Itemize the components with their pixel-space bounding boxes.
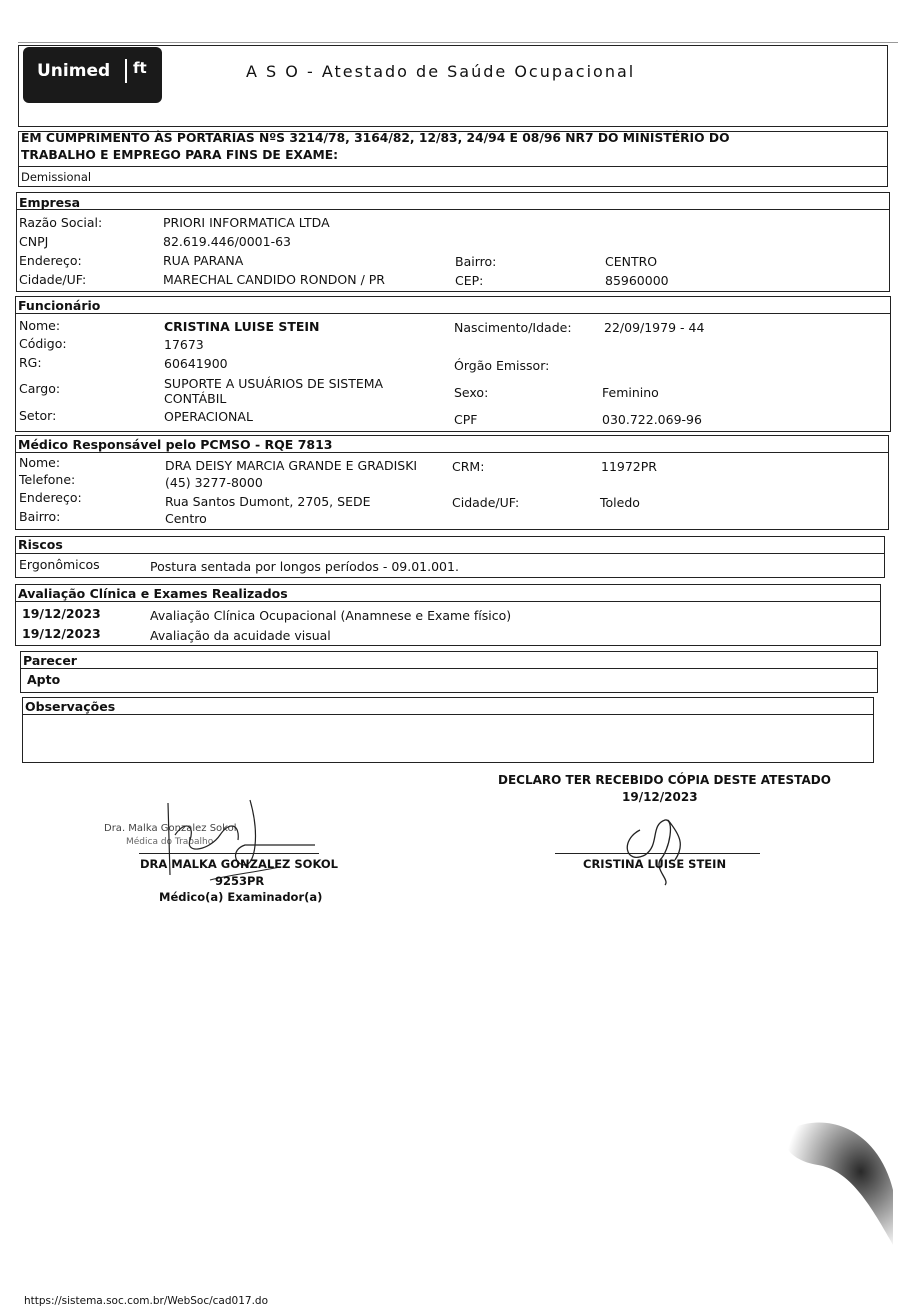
bairro-value: CENTRO (605, 254, 658, 269)
unimed-logo (23, 47, 162, 103)
razao-value: PRIORI INFORMATICA LTDA (163, 215, 330, 230)
employee-signer-name: CRISTINA LUISE STEIN (583, 857, 727, 871)
observacoes-box (22, 697, 874, 763)
telefone-value: (45) 3277-8000 (165, 475, 263, 490)
rg-value: 60641900 (164, 356, 228, 371)
medico-endereco-value: Rua Santos Dumont, 2705, SEDE (165, 494, 371, 509)
telefone-label: Telefone: (19, 472, 76, 487)
codigo-value: 17673 (164, 337, 204, 352)
medico-endereco-label: Endereço: (19, 490, 82, 505)
empresa-divider (16, 209, 890, 210)
employee-signature (600, 790, 720, 890)
cnpj-value: 82.619.446/0001-63 (163, 234, 292, 249)
sexo-value: Feminino (602, 385, 659, 400)
parecer-divider (20, 668, 878, 669)
cpf-value: 030.722.069-96 (602, 412, 702, 427)
footer-url: https://sistema.soc.com.br/WebSoc/cad017.do (24, 1295, 268, 1307)
crm-value: 11972PR (601, 459, 657, 474)
examiner-role: Médico(a) Examinador(a) (159, 890, 323, 904)
cidade-value: MARECHAL CANDIDO RONDON / PR (163, 272, 385, 287)
nasc-label: Nascimento/Idade: (454, 320, 572, 335)
riscos-title: Riscos (18, 537, 63, 552)
examiner-crm: 9253PR (215, 874, 265, 888)
endereco-value: RUA PARANA (163, 253, 244, 268)
funcionario-title: Funcionário (18, 298, 101, 313)
codigo-label: Código: (19, 336, 67, 351)
compliance-line-1: EM CUMPRIMENTO ÀS PORTARIAS NºS 3214/78, 3164/82, 12/83, 24/94 E 08/96 NR7 DO MINISTÉRIO DO (21, 131, 730, 145)
logo-mark-icon (125, 59, 127, 83)
medico-title: Médico Responsável pelo PCMSO - RQE 7813 (18, 437, 333, 452)
employee-signature-line (555, 853, 760, 854)
examiner-stamp-line-1: Dra. Malka Gonzalez Sokol (104, 823, 237, 834)
sexo-label: Sexo: (454, 385, 489, 400)
cargo-label: Cargo: (19, 381, 61, 396)
top-rule (18, 42, 898, 43)
cargo-value-line-1: SUPORTE A USUÁRIOS DE SISTEMA (164, 376, 384, 391)
cep-label: CEP: (455, 273, 484, 288)
observacoes-divider (22, 714, 874, 715)
orgao-label: Órgão Emissor: (454, 358, 550, 373)
compliance-divider (18, 166, 888, 167)
razao-label: Razão Social: (19, 215, 103, 230)
declaracao-text: DECLARO TER RECEBIDO CÓPIA DESTE ATESTADO (498, 773, 831, 787)
funcionario-divider (15, 313, 891, 314)
logo-text: Unimed (37, 61, 111, 81)
medico-nome-value: DRA DEISY MARCIA GRANDE E GRADISKI (165, 458, 418, 473)
medico-divider (15, 452, 889, 453)
medico-nome-label: Nome: (19, 455, 61, 470)
endereco-label: Endereço: (19, 253, 82, 268)
empresa-title: Empresa (19, 195, 81, 210)
func-nome-value: CRISTINA LUISE STEIN (164, 319, 320, 334)
setor-label: Setor: (19, 408, 57, 423)
medico-cidade-label: Cidade/UF: (452, 495, 520, 510)
crm-label: CRM: (452, 459, 485, 474)
exam-type: Demissional (21, 170, 92, 184)
riscos-descricao: Postura sentada por longos períodos - 09.01.001. (150, 559, 459, 574)
setor-value: OPERACIONAL (164, 409, 253, 424)
parecer-box (20, 651, 878, 693)
examiner-name: DRA MALKA GONZALEZ SOKOL (140, 857, 338, 871)
observacoes-title: Observações (25, 699, 116, 714)
avaliacao-title: Avaliação Clínica e Exames Realizados (18, 586, 288, 601)
parecer-value: Apto (27, 672, 61, 687)
nasc-value: 22/09/1979 - 44 (604, 320, 705, 335)
avaliacao-divider (15, 601, 881, 602)
cep-value: 85960000 (605, 273, 669, 288)
cpf-label: CPF (454, 412, 478, 427)
cidade-label: Cidade/UF: (19, 272, 87, 287)
avaliacao-row-2-date: 19/12/2023 (22, 626, 101, 641)
logo-tree-icon: ft (133, 59, 147, 77)
document-title: A S O - Atestado de Saúde Ocupacional (246, 62, 636, 81)
medico-cidade-value: Toledo (600, 495, 640, 510)
riscos-divider (15, 553, 885, 554)
cnpj-label: CNPJ (19, 234, 49, 249)
examiner-signature-line (139, 853, 319, 854)
cargo-value-line-2: CONTÁBIL (164, 391, 227, 406)
func-nome-label: Nome: (19, 318, 61, 333)
funcionario-box (15, 296, 891, 432)
rg-label: RG: (19, 355, 42, 370)
declaracao-date: 19/12/2023 (622, 790, 698, 804)
compliance-line-2: TRABALHO E EMPREGO PARA FINS DE EXAME: (21, 148, 339, 162)
medico-bairro-label: Bairro: (19, 509, 61, 524)
examiner-stamp-line-2: Médica do Trabalho (126, 837, 214, 847)
parecer-title: Parecer (23, 653, 77, 668)
empresa-box (16, 192, 890, 292)
avaliacao-row-1-date: 19/12/2023 (22, 606, 101, 621)
scan-shadow (758, 1110, 898, 1250)
riscos-tipo: Ergonômicos (19, 557, 100, 572)
avaliacao-row-1-desc: Avaliação Clínica Ocupacional (Anamnese e Exame físico) (150, 608, 512, 623)
avaliacao-row-2-desc: Avaliação da acuidade visual (150, 628, 331, 643)
medico-bairro-value: Centro (165, 511, 207, 526)
bairro-label: Bairro: (455, 254, 497, 269)
